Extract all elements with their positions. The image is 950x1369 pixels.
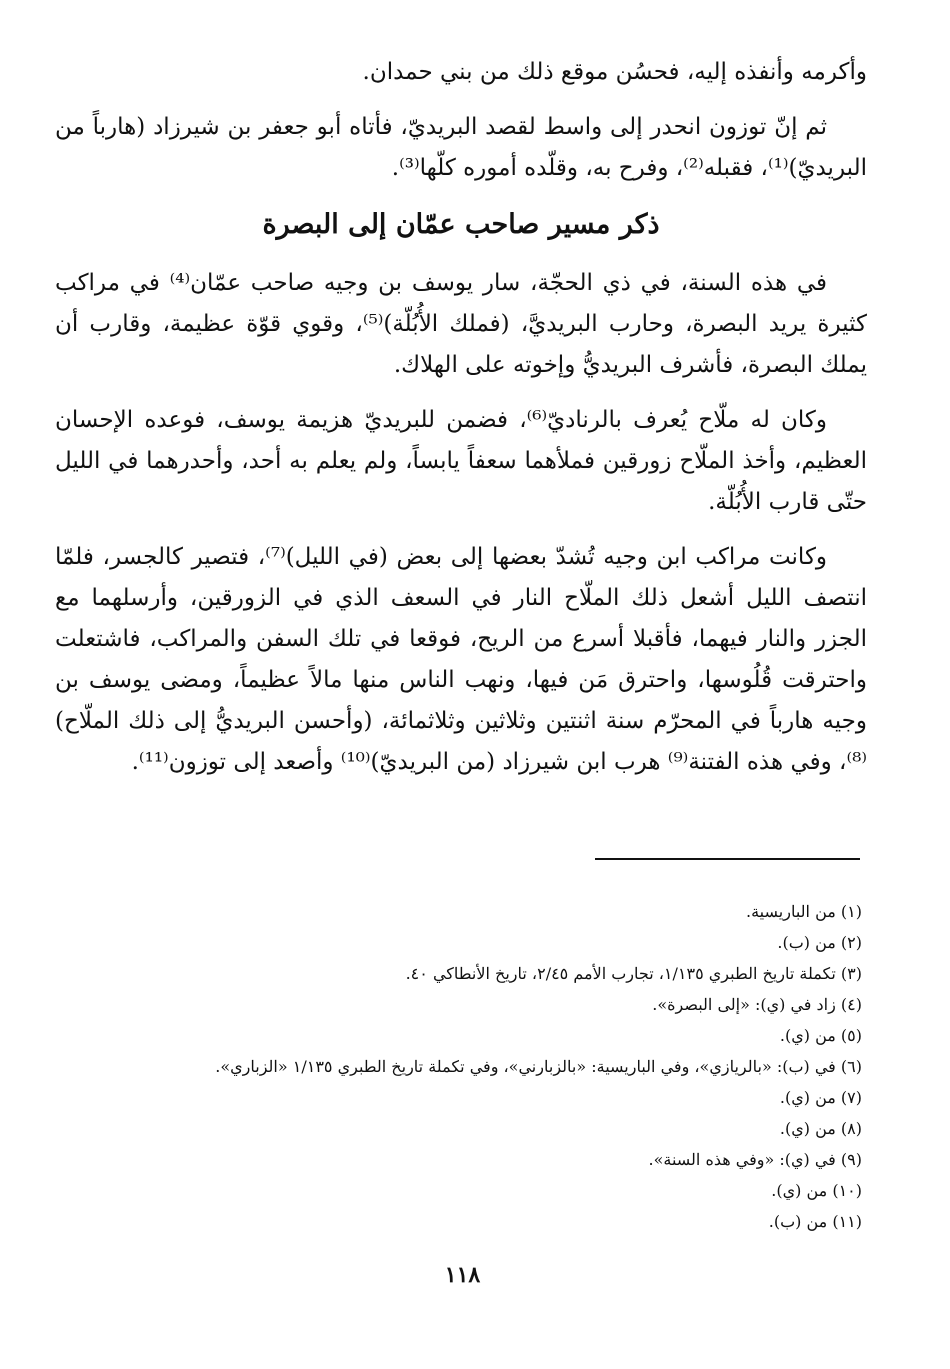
- footnote-item: (٥) من (ي).: [779, 1026, 862, 1045]
- paragraph-tuzun: ثم إنّ توزون انحدر إلى واسط لقصد البريديّ، فأتاه أبو جعفر بن شيرزاد (هارباً من البريديّ)⁽¹⁾، فقبله⁽²⁾، وفرح به، وقلّده أموره كلّها⁽³⁾.: [55, 114, 867, 181]
- footnote-separator: [595, 858, 860, 860]
- page-number: ١١٨: [444, 1262, 481, 1288]
- footnote-item: (٦) في (ب): «بالريازي»، وفي الباريسية: «بالزبارني»، وفي تكملة تاريخ الطبري ١/١٣٥ «الزباري».: [215, 1057, 862, 1076]
- footnote-item: (١١) من (ب).: [768, 1212, 862, 1231]
- footnote-item: (٧) من (ي).: [779, 1088, 862, 1107]
- paragraph-continuation: وأكرمه وأنفذه إليه، فحسُن موقع ذلك من بني حمدان.: [362, 59, 867, 85]
- main-text-block: [55, 263, 867, 797]
- section-heading: ذكر مسير صاحب عمّان إلى البصرة: [262, 209, 660, 240]
- footnote-item: (١٠) من (ي).: [771, 1181, 862, 1200]
- footnote-item: (٤) زاد في (ي): «إلى البصرة».: [652, 995, 862, 1014]
- paragraph-yusuf: في هذه السنة، في ذي الحجّة، سار يوسف بن وجيه صاحب عمّان⁽⁴⁾ في مراكب كثيرة يريد البصرة، وحارب البريديَّ، (فملك الأُبُلّة)⁽⁵⁾، وقوي قوّة عظيمة، وقارب أن يملك البصرة، فأشرف البريديُّ وإخوته على الهلاك.: [55, 270, 867, 378]
- top-text-block: [55, 52, 867, 203]
- footnote-item: (١) من الباريسية.: [746, 902, 862, 921]
- paragraph-ships: وكانت مراكب ابن وجيه تُشدّ بعضها إلى بعض (في الليل)⁽⁷⁾، فتصير كالجسر، فلمّا انتصف الليل أشعل ذلك الملّاح النار في السعف الذي في الزورقين، وأرسلهما مع الجزر والنار فيهما، فأقبلا أسرع من الريح، فوقعا في تلك السفن والمراكب، فاشتعلت واحترقت قُلُوسها، واحترق مَن فيها، ونهب الناس منها مالاً عظيماً، ومضى يوسف بن وجيه هارباً في المحرّم سنة اثنتين وثلاثين وثلاثمائة، (وأحسن البريديُّ إلى ذلك الملّاح)⁽⁸⁾، وفي هذه الفتنة⁽⁹⁾ هرب ابن شيرزاد (من البريديّ)⁽¹⁰⁾ وأصعد إلى توزون⁽¹¹⁾.: [55, 544, 867, 775]
- footnotes-list: [70, 896, 862, 1237]
- footnote-item: (٩) في (ي): «وفي هذه السنة».: [648, 1150, 862, 1169]
- footnote-item: (٨) من (ي).: [779, 1119, 862, 1138]
- footnote-item: (٢) من (ب).: [777, 933, 862, 952]
- footnote-item: (٣) تكملة تاريخ الطبري ١/١٣٥، تجارب الأمم ٢/٤٥، تاريخ الأنطاكي ٤٠.: [405, 964, 862, 983]
- paragraph-mallah: وكان له ملّاح يُعرف بالرناديّ⁽⁶⁾، فضمن للبريديّ هزيمة يوسف، فوعده الإحسان العظيم، وأخذ الملّاح زورقين فملأهما سعفاً يابساً، ولم يعلم به أحد، وأحدرهما في الليل حتّى قارب الأُبُلّة.: [55, 407, 867, 515]
